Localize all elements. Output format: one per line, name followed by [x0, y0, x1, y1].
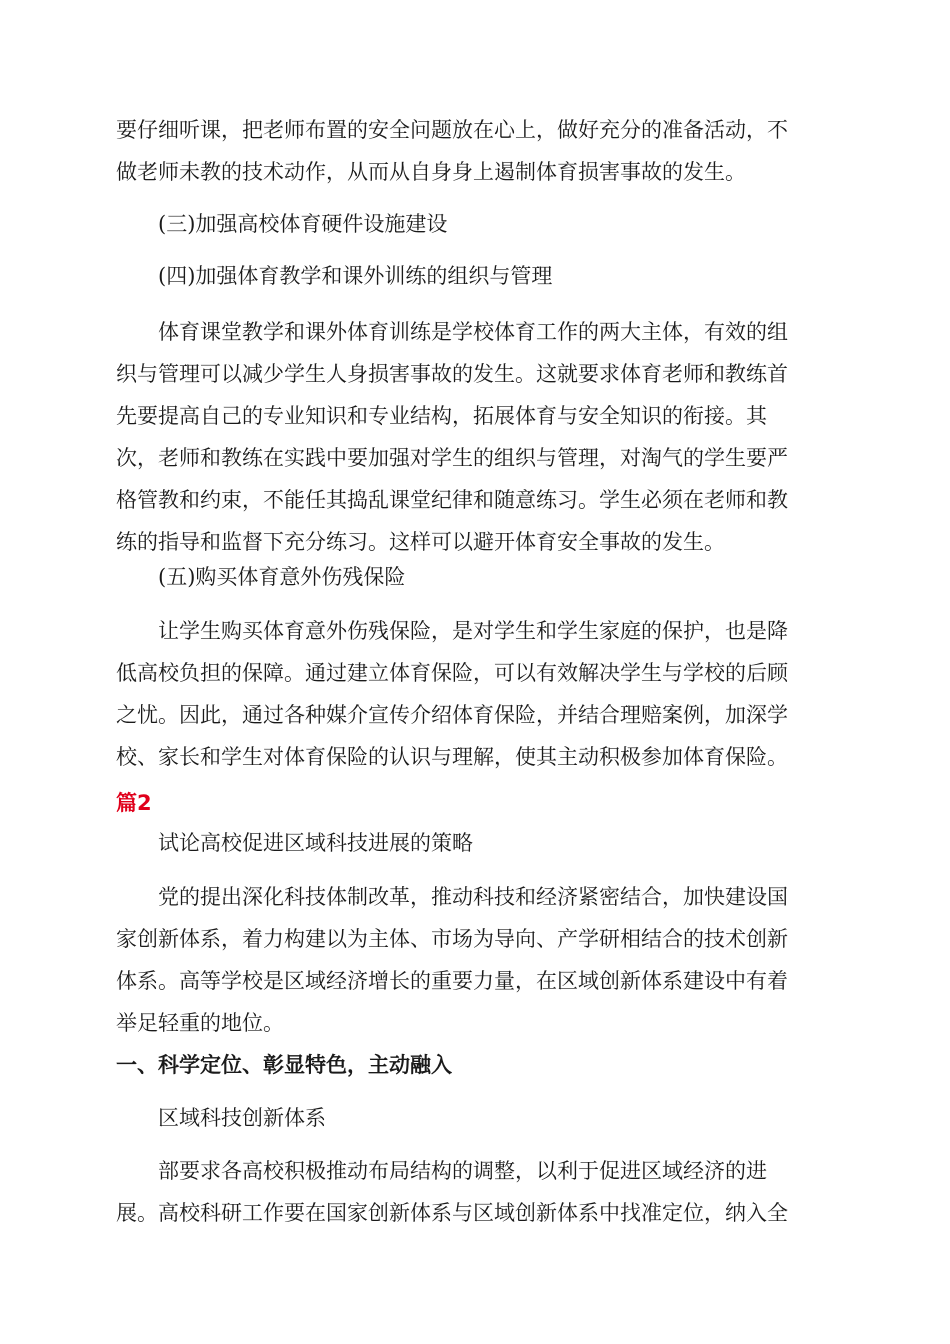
text-line: 织与管理可以减少学生人身损害事故的发生。这就要求体育老师和教练首 — [116, 362, 788, 386]
text-line: 先要提高自己的专业知识和专业结构，拓展体育与安全知识的衔接。其 — [116, 404, 767, 428]
text-line: 举足轻重的地位。 — [116, 1011, 284, 1035]
paragraph-5 — [116, 1150, 836, 1234]
text-line: 次，老师和教练在实践中要加强对学生的组织与管理，对淘气的学生要严 — [116, 446, 788, 470]
heading-one: 一、科学定位、彰显特色，主动融入 — [116, 1052, 452, 1077]
section-title: 篇2 — [116, 791, 152, 815]
text-line: 让学生购买体育意外伤残保险，是对学生和学生家庭的保护，也是降 — [158, 619, 788, 643]
text-line: 练的指导和监督下充分练习。这样可以避开体育安全事故的发生。 — [116, 530, 725, 554]
paragraph-1 — [116, 109, 836, 193]
sub-heading-continued: 区域科技创新体系 — [158, 1106, 326, 1130]
text-line: 之忧。因此，通过各种媒介宣传介绍体育保险，并结合理赔案例，加深学 — [116, 703, 788, 727]
text-line: 做老师未教的技术动作，从而从自身身上遏制体育损害事故的发生。 — [116, 160, 746, 184]
text-line: 校、家长和学生对体育保险的认识与理解，使其主动积极参加体育保险。 — [116, 745, 788, 769]
paragraph-4 — [116, 876, 836, 1044]
article-title: 试论高校促进区域科技进展的策略 — [158, 831, 473, 855]
text-line: 展。高校科研工作要在国家创新体系与区域创新体系中找准定位，纳入全 — [116, 1201, 788, 1225]
text-line: 家创新体系，着力构建以为主体、市场为导向、产学研相结合的技术创新 — [116, 927, 788, 951]
text-line: 格管教和约束，不能任其捣乱课堂纪律和随意练习。学生必须在老师和教 — [116, 488, 788, 512]
subheading-5: (五)购买体育意外伤残保险 — [158, 565, 406, 589]
text-line: 要仔细听课，把老师布置的安全问题放在心上，做好充分的准备活动，不 — [116, 118, 788, 142]
text-line: 体育课堂教学和课外体育训练是学校体育工作的两大主体，有效的组 — [158, 320, 788, 344]
subheading-4: (四)加强体育教学和课外训练的组织与管理 — [158, 264, 553, 288]
text-line: 部要求各高校积极推动布局结构的调整，以利于促进区域经济的进 — [158, 1159, 767, 1183]
subheading-3: (三)加强高校体育硬件设施建设 — [158, 212, 448, 236]
paragraph-3 — [116, 610, 836, 778]
paragraph-2 — [116, 311, 836, 563]
text-line: 体系。高等学校是区域经济增长的重要力量，在区域创新体系建设中有着 — [116, 969, 788, 993]
text-line: 低高校负担的保障。通过建立体育保险，可以有效解决学生与学校的后顾 — [116, 661, 788, 685]
text-line: 党的提出深化科技体制改革，推动科技和经济紧密结合，加快建设国 — [158, 885, 788, 909]
